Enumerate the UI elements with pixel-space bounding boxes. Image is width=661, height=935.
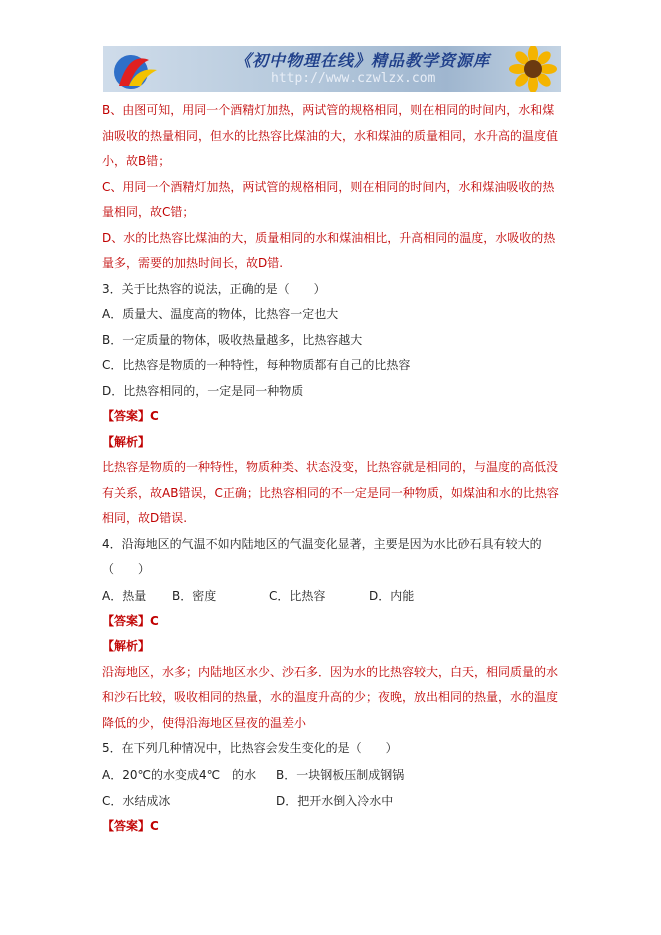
- sunflower-icon: [499, 46, 559, 92]
- question-3-option-b: B．一定质量的物体，吸收热量越多，比热容越大: [102, 332, 363, 347]
- question-4-option-b: B．密度: [172, 588, 217, 603]
- banner-title: 《初中物理在线》精品教学资源库: [235, 51, 491, 70]
- document-body: [102, 98, 564, 839]
- question-4-option-d: D．内能: [369, 588, 415, 603]
- question-4-options: [102, 583, 564, 609]
- question-4-option-c: C．比热容: [269, 588, 326, 603]
- question-5-option-b: B．一块钢板压制成钢锅: [276, 767, 405, 782]
- site-logo-icon: [109, 50, 161, 90]
- question-5-option-a: A．20℃的水变成4℃ 的水: [102, 767, 257, 782]
- question-5-options-row-1: [102, 762, 564, 788]
- header-banner: [103, 46, 561, 92]
- question-4-answer: 【答案】C: [102, 613, 159, 628]
- question-4-analysis: 沿海地区，水多；内陆地区水少、沙石多．因为水的比热容较大，白天，相同质量的水和沙石比较，吸收相同的热量，水的温度升高的少；夜晚，放出相同的热量，水的温度降低的少，使得沿海地区昼夜的温差小: [102, 664, 559, 730]
- question-5-option-d: D．把开水倒入冷水中: [276, 793, 394, 808]
- question-5: 5．在下列几种情况中，比热容会发生变化的是（ ）: [102, 741, 398, 755]
- question-5-option-c: C．水结成冰: [102, 793, 171, 808]
- question-3-answer: 【答案】C: [102, 409, 159, 423]
- banner-url: http://www.czwlzx.com: [271, 71, 436, 86]
- question-3: 3．关于比热容的说法，正确的是（ ）: [102, 281, 326, 296]
- paragraph-b-analysis: B、由图可知，用同一个酒精灯加热，两试管的规格相同，则在相同的时间内，水和煤油吸收的热量相同，但水的比热容比煤油的大，水和煤油的质量相同，水升高的温度值小，故B错；: [102, 103, 559, 168]
- question-3-option-a: A．质量大、温度高的物体，比热容一定也大: [102, 307, 339, 321]
- paragraph-d-analysis: D、水的比热容比煤油的大，质量相同的水和煤油相比，升高相同的温度，水吸收的热量多，需要的加热时间长，故D错.: [102, 230, 556, 270]
- paragraph-c-analysis: C、用同一个酒精灯加热，两试管的规格相同，则在相同的时间内，水和煤油吸收的热量相同，故C错；: [102, 179, 555, 219]
- question-3-analysis-label: 【解析】: [102, 434, 151, 449]
- question-4-option-a: A．热量: [102, 588, 147, 603]
- question-5-options-row-2: [102, 788, 564, 814]
- question-3-option-d: D．比热容相同的，一定是同一种物质: [102, 383, 304, 398]
- question-3-analysis: 比热容是物质的一种特性，物质种类、状态没变，比热容就是相同的，与温度的高低没有关系，故AB错误，C正确；比热容相同的不一定是同一种物质，如煤油和水的比热容相同，故D错误.: [102, 460, 559, 525]
- question-5-answer: 【答案】C: [102, 818, 159, 833]
- question-4: 4．沿海地区的气温不如内陆地区的气温变化显著，主要是因为水比砂石具有较大的（ ）: [102, 536, 542, 576]
- question-3-option-c: C．比热容是物质的一种特性，每种物质都有自己的比热容: [102, 358, 411, 372]
- question-4-analysis-label: 【解析】: [102, 639, 151, 653]
